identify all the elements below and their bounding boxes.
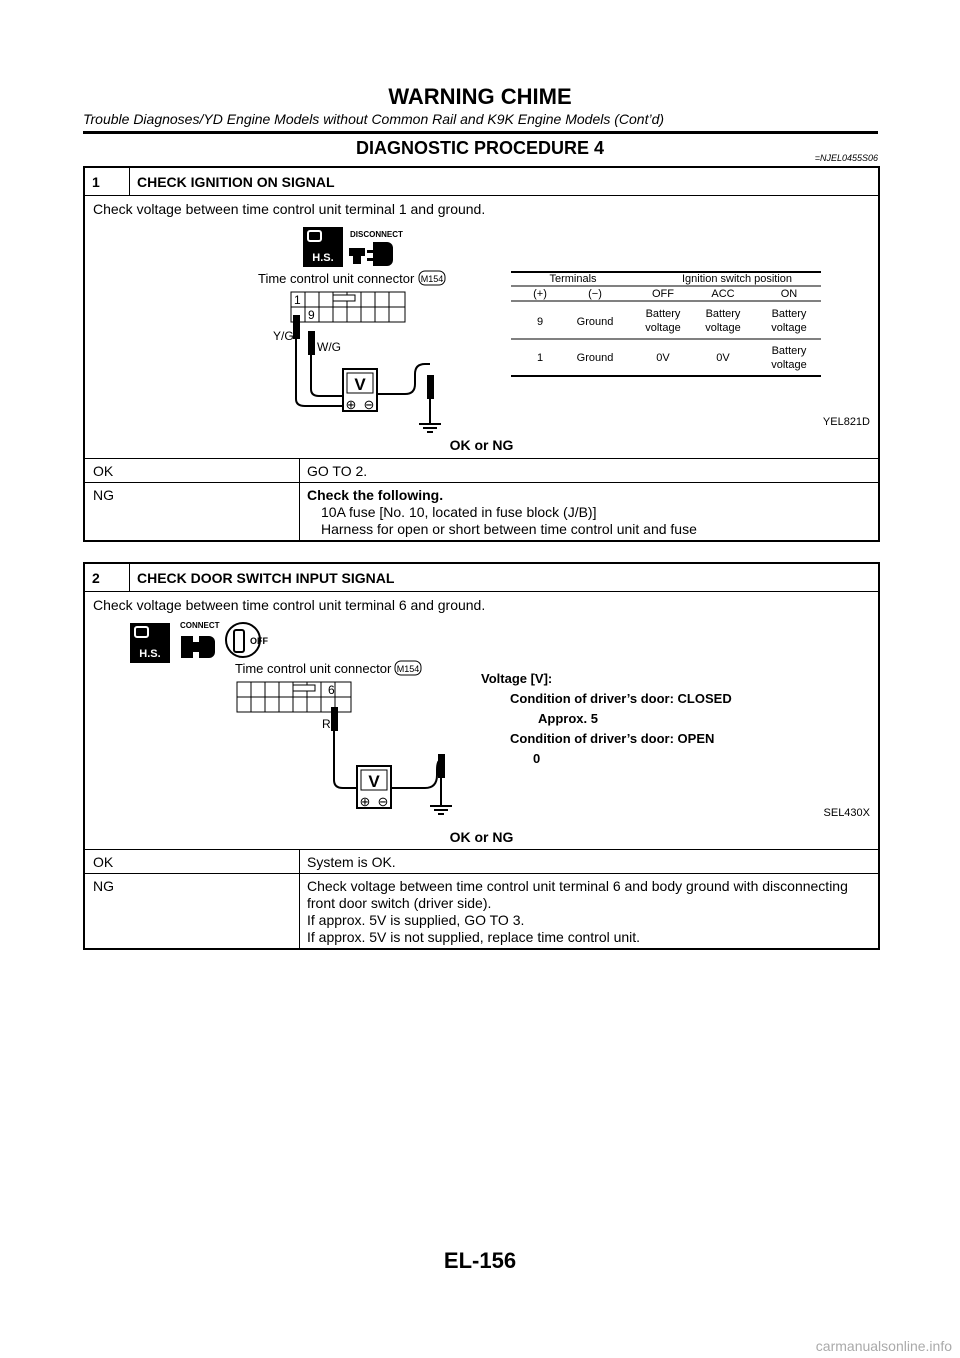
step-1-ng-row	[85, 482, 878, 541]
step-2-ok-row	[85, 849, 878, 874]
step-2-title: CHECK DOOR SWITCH INPUT SIGNAL	[137, 570, 395, 586]
ng-line: Check voltage between time control unit terminal 6 and body ground with disconnecting	[307, 878, 848, 894]
watermark: carmanualsonline.info	[815, 1338, 952, 1354]
ok-action: GO TO 2.	[307, 463, 368, 479]
table-cell: 0V	[656, 352, 670, 364]
ng-line: If approx. 5V is supplied, GO TO 3.	[307, 912, 525, 928]
voltage-spec	[481, 671, 732, 766]
pin-6-label: 6	[328, 683, 335, 697]
ok-or-ng: OK or NG	[449, 829, 514, 845]
disconnect-icon	[349, 230, 403, 266]
table-sub-on: ON	[780, 288, 798, 300]
hs-label: H.S.	[312, 252, 334, 264]
step-1-title: CHECK IGNITION ON SIGNAL	[137, 174, 335, 190]
wire-wg-label: W/G	[317, 340, 341, 354]
table-cell: Battery	[771, 345, 807, 357]
connector-id-badge	[419, 271, 445, 285]
table-cell: voltage	[705, 322, 741, 334]
svg-text:V: V	[354, 375, 366, 394]
ok-action: System is OK.	[307, 854, 396, 870]
page-subtitle: Trouble Diagnoses/YD Engine Models without Common Rail and K9K Engine Models (Cont’d)	[83, 111, 665, 127]
ok-label: OK	[93, 854, 114, 870]
terminal-table	[511, 272, 821, 376]
table-cell: 0V	[716, 352, 730, 364]
value-open: 0	[533, 751, 541, 766]
condition-open: Condition of driver’s door: OPEN	[510, 731, 715, 746]
wire-r-label: R	[322, 717, 331, 731]
step-1-body	[85, 195, 878, 459]
step-1-number: 1	[92, 174, 100, 190]
section-code: =NJEL0455S06	[814, 153, 878, 163]
connector-label: Time control unit connector	[258, 271, 415, 286]
hs-icon	[303, 227, 343, 267]
table-cell: Battery	[645, 308, 681, 320]
step-2-number: 2	[92, 570, 100, 586]
connect-label: CONNECT	[180, 621, 220, 630]
table-cell: voltage	[771, 359, 807, 371]
voltmeter-icon	[343, 369, 377, 412]
table-head-ignition: Ignition switch position	[681, 273, 793, 285]
ng-line: If approx. 5V is not supplied, replace time control unit.	[307, 929, 641, 945]
table-sub-acc: ACC	[711, 288, 735, 300]
table-cell: voltage	[645, 322, 681, 334]
voltmeter-icon	[357, 766, 391, 809]
page-title: WARNING CHIME	[388, 84, 572, 109]
table-cell: 9	[536, 316, 544, 328]
connector-id-badge	[395, 661, 421, 675]
step-1-box	[83, 166, 880, 542]
page-number: EL-156	[443, 1248, 517, 1273]
ng-heading: Check the following.	[307, 487, 444, 503]
table-sub-off: OFF	[652, 288, 674, 300]
table-cell: Ground	[576, 316, 614, 328]
table-head-terminals: Terminals	[549, 273, 597, 285]
plus-terminal: ⊕	[345, 397, 357, 412]
step-2-number-divider	[129, 564, 130, 591]
svg-text:V: V	[368, 772, 380, 791]
ignition-key-icon	[226, 623, 268, 657]
wire-yg-label: Y/G	[273, 329, 294, 343]
step-2-ng-row	[85, 873, 878, 949]
connect-icon	[180, 621, 220, 658]
pin-1-label: 1	[294, 293, 301, 307]
table-cell: Battery	[705, 308, 741, 320]
svg-text:M154: M154	[420, 274, 444, 284]
table-cell: 1	[536, 352, 544, 364]
hs-label: H.S.	[139, 648, 161, 660]
minus-terminal: ⊖	[363, 397, 375, 412]
step-1-ok-row	[85, 458, 878, 483]
pin-9-label: 9	[308, 308, 315, 322]
svg-text:M154: M154	[396, 664, 420, 674]
ng-label: NG	[93, 487, 114, 503]
connector-label: Time control unit connector	[235, 661, 392, 676]
step-1-instruction: Check voltage between time control unit terminal 1 and ground.	[93, 201, 486, 217]
step-2-box	[83, 562, 880, 950]
section-title: DIAGNOSTIC PROCEDURE 4	[355, 138, 605, 158]
value-closed: Approx. 5	[538, 711, 598, 726]
ng-label: NG	[93, 878, 114, 894]
disconnect-label: DISCONNECT	[350, 230, 403, 239]
ok-label: OK	[93, 463, 114, 479]
plus-terminal: ⊕	[359, 794, 371, 809]
figure-code: SEL430X	[823, 807, 870, 819]
step-2-body	[85, 591, 878, 850]
table-cell: Battery	[771, 308, 807, 320]
step-1-diagram	[85, 224, 878, 444]
ng-item: 10A fuse [No. 10, located in fuse block (J/B)]	[321, 504, 597, 520]
voltage-title: Voltage [V]:	[481, 671, 553, 686]
step-2-instruction: Check voltage between time control unit terminal 6 and ground.	[93, 597, 486, 613]
condition-closed: Condition of driver’s door: CLOSED	[510, 691, 732, 706]
svg-text:OFF: OFF	[250, 636, 268, 646]
ok-or-ng: OK or NG	[449, 437, 514, 453]
header-divider	[83, 131, 878, 134]
table-cell: Ground	[576, 352, 614, 364]
step-1-number-divider	[129, 168, 130, 195]
figure-code: YEL821D	[822, 416, 870, 428]
ng-item: Harness for open or short between time control unit and fuse	[321, 521, 697, 537]
table-sub-plus: (+)	[533, 288, 547, 300]
step-2-diagram	[85, 620, 878, 830]
minus-terminal: ⊖	[377, 794, 389, 809]
hs-icon	[130, 623, 170, 663]
table-sub-minus: (−)	[588, 288, 602, 300]
ng-line: front door switch (driver side).	[307, 895, 492, 911]
table-cell: voltage	[771, 322, 807, 334]
